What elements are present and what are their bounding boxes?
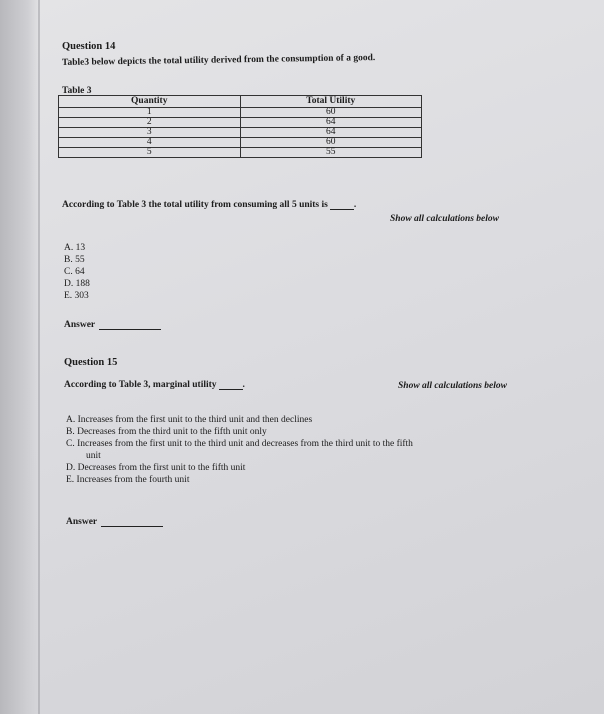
q14-choice-d: D. 188 (64, 279, 90, 289)
table-row (59, 128, 422, 138)
quantity-cell: 2 (59, 118, 241, 128)
q15-choice-c-continued: unit (86, 451, 101, 461)
total-utility-cell: 60 (240, 138, 422, 148)
header-total-utility: Total Utility (240, 96, 422, 108)
total-utility-cell: 60 (240, 108, 422, 118)
q14-choice-a: A. 13 (64, 243, 86, 253)
quantity-cell: 3 (59, 128, 241, 138)
total-utility-cell: 55 (240, 148, 422, 158)
q15-question-end: . (242, 380, 245, 390)
q15-choice-c: C. Increases from the first unit to the third unit and decreases from the third unit to the fifth (66, 439, 413, 449)
q15-question-text: According to Table 3, marginal utility (64, 380, 217, 390)
q14-answer (64, 320, 161, 330)
q14-question-end: . (353, 200, 357, 210)
q15-answer-line[interactable] (101, 517, 163, 527)
q15-question (64, 380, 245, 390)
table-row (59, 148, 422, 158)
q14-question (62, 200, 356, 210)
table-caption: Table 3 (62, 86, 92, 96)
q15-choice-d: D. Decreases from the first unit to the fifth unit (66, 463, 246, 473)
q15-answer-label: Answer (66, 517, 98, 527)
q15-question-blank (219, 381, 243, 390)
page-shadow-edge (0, 0, 40, 714)
table-row (59, 118, 422, 128)
table-row (59, 138, 422, 148)
q14-choice-b: B. 55 (64, 255, 85, 265)
q14-intro: Table3 below depicts the total utility derived from the consumption of a good. (61, 53, 376, 68)
quantity-cell: 1 (59, 108, 241, 118)
q15-answer (66, 517, 163, 527)
total-utility-cell: 64 (240, 118, 422, 128)
q15-title: Question 15 (64, 357, 118, 368)
q14-question-blank (330, 200, 357, 210)
q14-choice-e: E. 303 (64, 291, 89, 301)
page-fold-line (38, 0, 40, 714)
q14-answer-line[interactable] (99, 320, 161, 330)
q14-title: Question 14 (62, 41, 116, 52)
table-header-row (59, 96, 422, 108)
q15-show-calc: Show all calculations below (398, 381, 508, 391)
table-row (59, 108, 422, 118)
table-3 (58, 86, 422, 178)
utility-table (58, 95, 422, 158)
q15-choices (66, 414, 413, 486)
q14-answer-label: Answer (64, 320, 96, 330)
q14-choice-c: C. 64 (64, 267, 85, 277)
q14-choices (64, 242, 90, 302)
q14-question-text: According to Table 3 the total utility from consuming all 5 units is (62, 200, 328, 210)
quantity-cell: 5 (59, 148, 241, 158)
q15-choice-e: E. Increases from the fourth unit (66, 475, 190, 485)
header-quantity: Quantity (59, 96, 241, 108)
quantity-cell: 4 (59, 138, 241, 148)
q14-show-calc: Show all calculations below (390, 214, 500, 224)
q15-choice-b: B. Decreases from the third unit to the fifth unit only (66, 427, 267, 437)
total-utility-cell: 64 (240, 128, 422, 138)
q15-choice-a: A. Increases from the first unit to the third unit and then declines (66, 415, 313, 425)
